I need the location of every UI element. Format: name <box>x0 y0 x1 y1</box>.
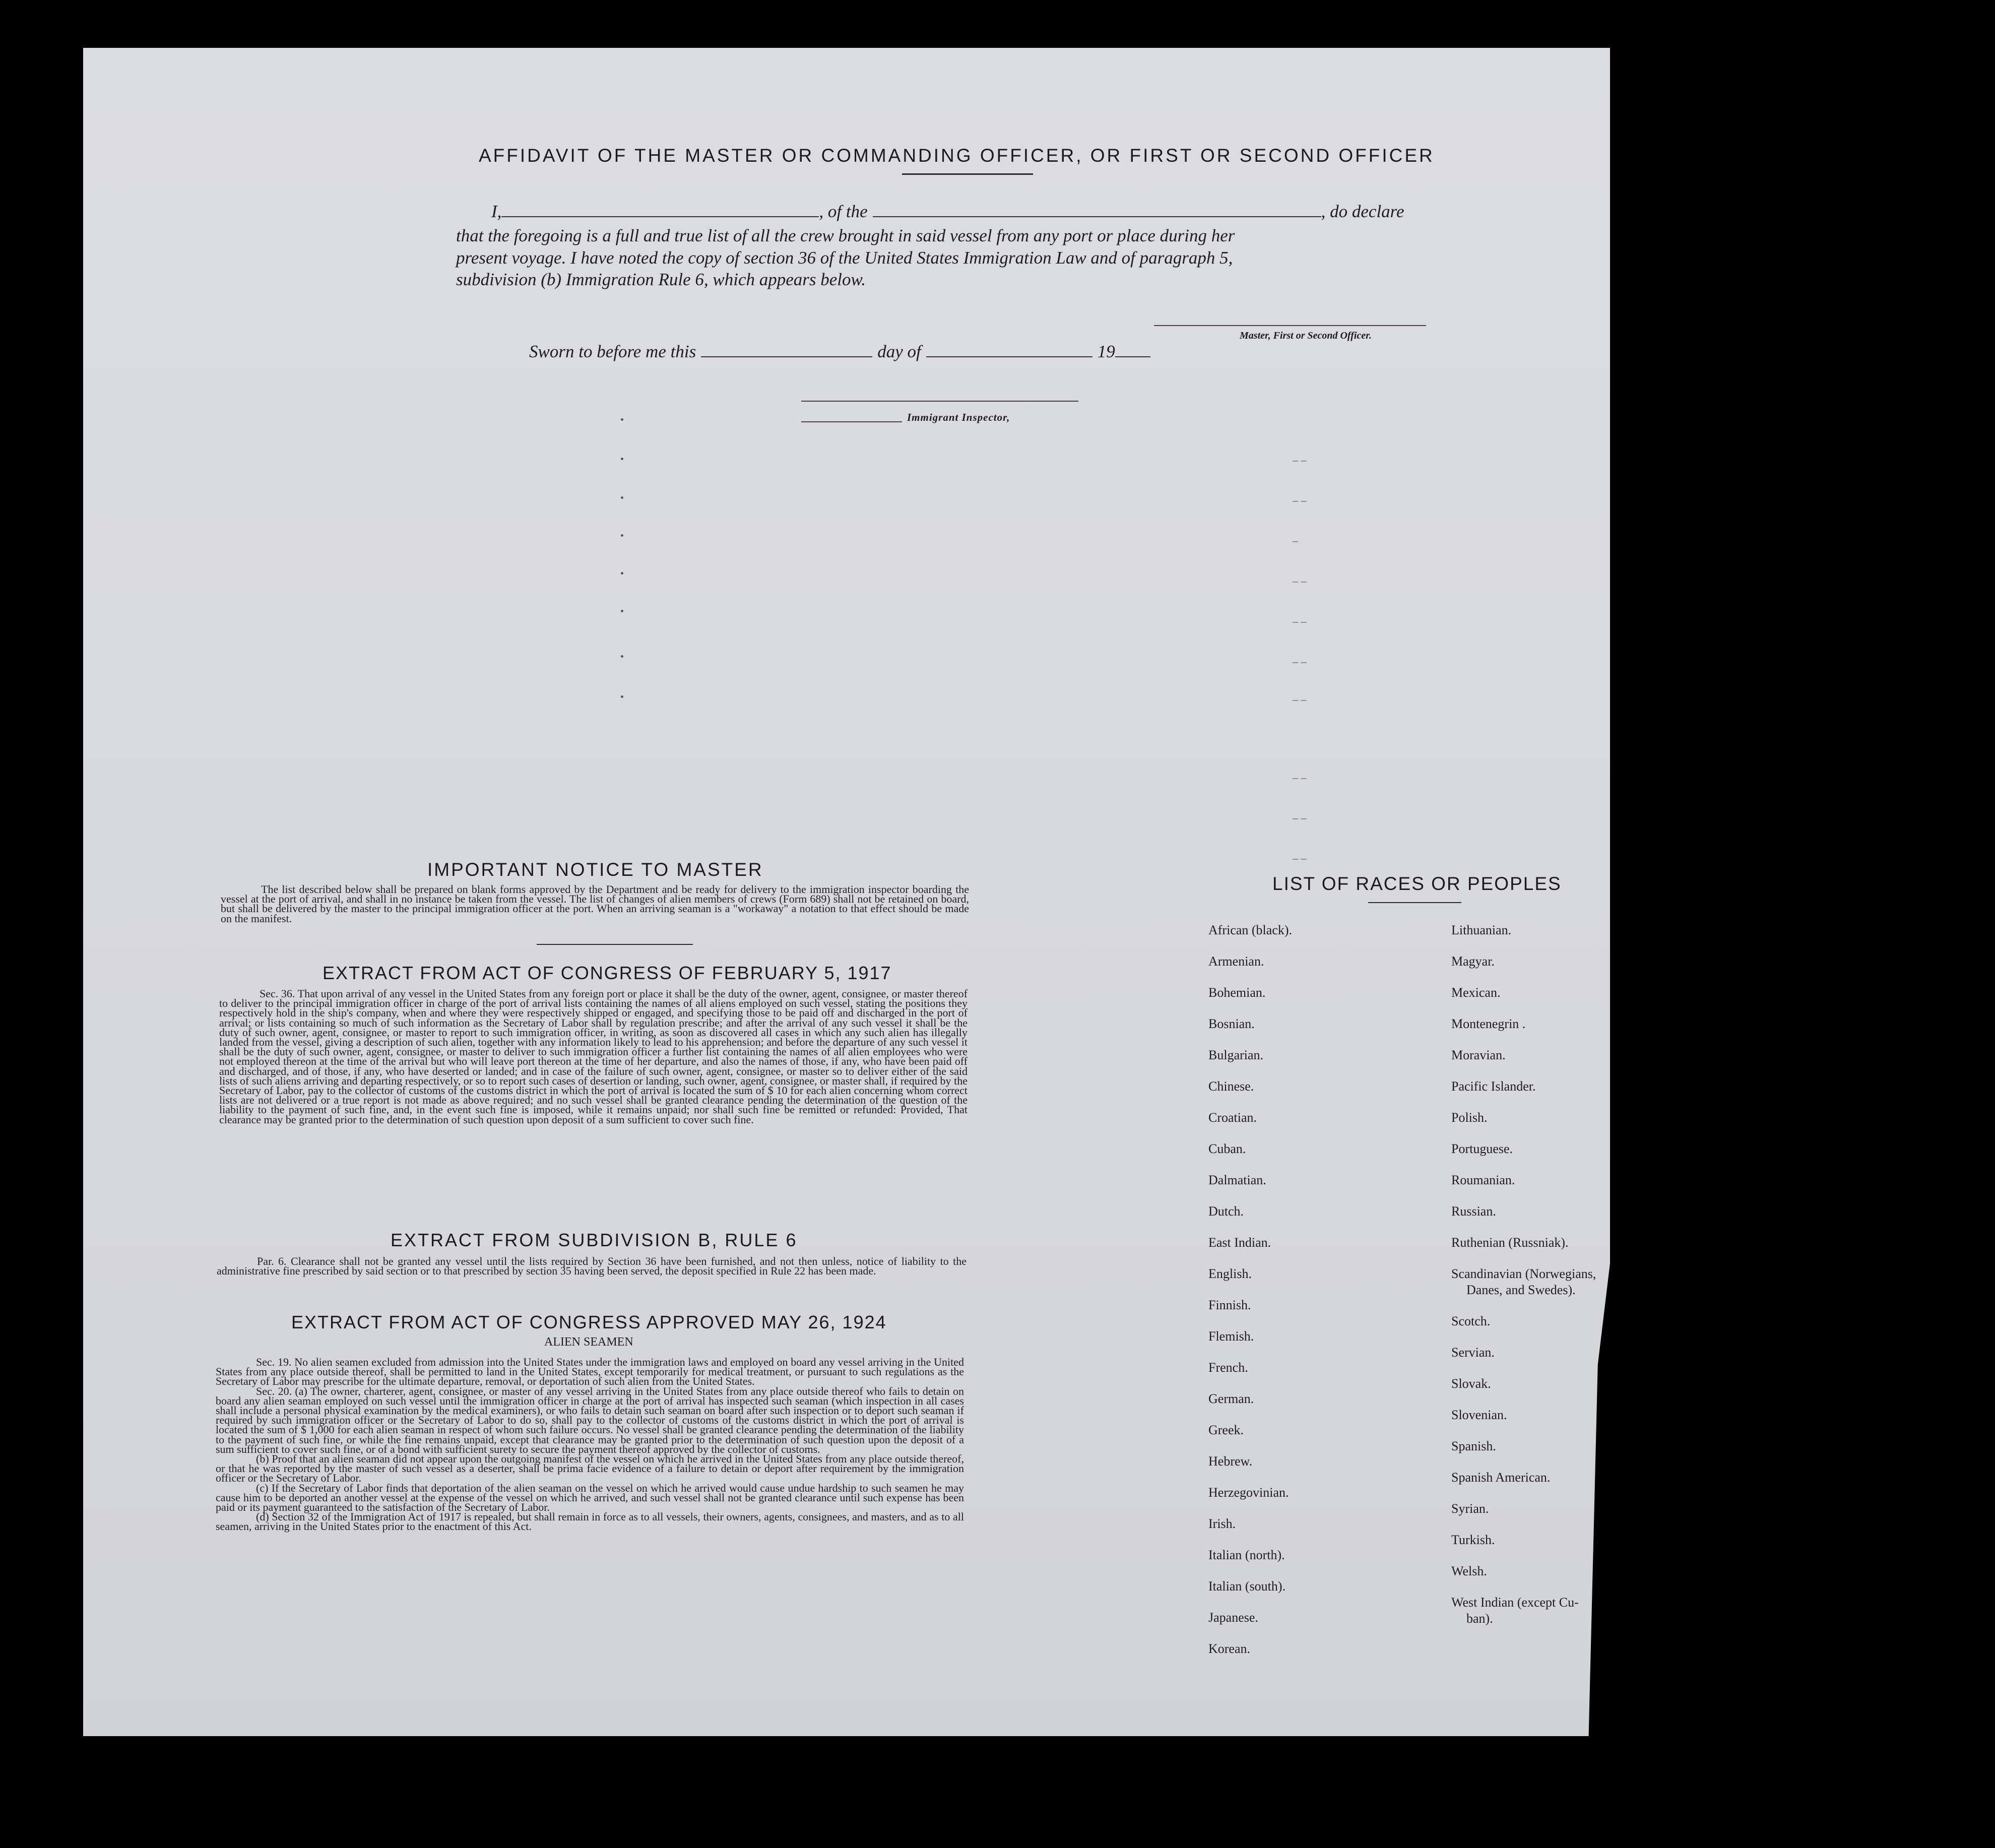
race-item: Armenian. <box>1208 954 1264 969</box>
race-item: Hebrew. <box>1208 1454 1253 1469</box>
punch-hole <box>1893 136 1914 157</box>
race-item: Bosnian. <box>1208 1016 1255 1031</box>
faint-mark: – – <box>1293 494 1307 506</box>
race-item: Mexican. <box>1451 985 1501 1000</box>
race-item: Scandinavian (Norwegians, <box>1451 1266 1596 1281</box>
race-item: Finnish. <box>1208 1298 1251 1312</box>
race-item: Portuguese. <box>1451 1141 1513 1156</box>
faint-mark <box>621 496 623 499</box>
declaration-line-2: that the foregoing is a full and true list of all the crew brought in said vessel from any port or place during her <box>456 226 1235 245</box>
faint-mark <box>621 458 623 460</box>
declaration-line-4: subdivision (b) Immigration Rule 6, which appears below. <box>456 270 866 289</box>
declaration-do-declare: , do declare <box>1321 202 1404 221</box>
title-underline <box>902 173 1033 175</box>
inspector-line-top <box>801 401 1078 402</box>
extract-1924-body <box>216 1357 964 1532</box>
inspector-caption: Immigrant Inspector, <box>907 411 1010 423</box>
faint-mark <box>621 610 623 612</box>
inspector-line <box>801 421 902 422</box>
sec-20c-paragraph: (c) If the Secretary of Labor finds that deportation of the alien seaman on the vessel on which he arrived would cause undue hardship to such seamen he may cause him to be deported an another vessel at the expense of the vessel on which he arrived, and such vessel shall not be granted clearance until such expense has been paid or its payment guaranteed to the satisfaction of the Secretary of Labor. <box>216 1481 964 1514</box>
punch-hole <box>1916 357 1937 378</box>
faint-mark: – – <box>1293 575 1307 587</box>
faint-mark: – – <box>1293 655 1307 668</box>
race-item: Japanese. <box>1208 1610 1258 1625</box>
race-item: Bohemian. <box>1208 985 1266 1000</box>
faint-mark <box>621 572 623 575</box>
race-item: Italian (north). <box>1208 1548 1285 1562</box>
notice-title: IMPORTANT NOTICE TO MASTER <box>427 859 763 880</box>
race-item: East Indian. <box>1208 1235 1271 1250</box>
race-item: Cuban. <box>1208 1141 1246 1156</box>
races-underline <box>1368 902 1461 903</box>
race-item: Slovak. <box>1451 1376 1491 1391</box>
year-blank <box>1115 356 1150 357</box>
faint-mark: – – <box>1293 771 1307 784</box>
race-item: Polish. <box>1451 1110 1488 1125</box>
race-item: Spanish. <box>1451 1439 1496 1453</box>
race-item: French. <box>1208 1360 1248 1375</box>
alien-seamen-subtitle: ALIEN SEAMEN <box>544 1335 633 1349</box>
month-blank <box>926 356 1092 357</box>
faint-mark: – – <box>1293 852 1307 864</box>
faint-mark <box>621 655 623 658</box>
sworn-day-blank <box>701 356 872 357</box>
races-title: LIST OF RACES OR PEOPLES <box>1272 873 1562 894</box>
race-item: Greek. <box>1208 1423 1244 1437</box>
race-item: Syrian. <box>1451 1501 1489 1516</box>
race-item: Scotch. <box>1451 1314 1491 1328</box>
vessel-blank <box>873 216 1321 217</box>
race-item: African (black). <box>1208 923 1293 937</box>
declaration-line-3: present voyage. I have noted the copy of section 36 of the United States Immigration Law and of paragraph 5, <box>456 248 1233 268</box>
faint-mark: – <box>1293 534 1298 547</box>
races-right-column <box>1451 915 1596 1634</box>
master-caption: Master, First or Second Officer. <box>1240 330 1372 341</box>
punch-hole <box>1895 1188 1916 1209</box>
extract-1924-title: EXTRACT FROM ACT OF CONGRESS APPROVED MAY 26, 1924 <box>291 1312 887 1332</box>
race-item: Magyar. <box>1451 954 1495 969</box>
extract-1917-title: EXTRACT FROM ACT OF CONGRESS OF FEBRUARY 5, 1917 <box>323 963 892 983</box>
sec-19-paragraph: Sec. 19. No alien seamen excluded from admission into the United States under the immigration laws and employed on board any vessel arriving in the United States from any place outside thereof, shall be permitted to land in the United States, except temporarily for medical treatment, or pursuant to such regulations as the Secretary of Labor may prescribe for the ultimate departure, removal, or deportation of such alien from the United States. <box>216 1356 964 1388</box>
declaration-line-1 <box>491 202 1404 222</box>
punch-hole <box>1894 190 1915 212</box>
race-item: Servian. <box>1451 1345 1495 1360</box>
race-item: Irish. <box>1208 1516 1236 1531</box>
race-item: Korean. <box>1208 1641 1251 1656</box>
notice-body: The list described below shall be prepared on blank forms approved by the Department and be ready for delivery to the immigration inspector boarding the vessel at the port of arrival, and shall in no instance be taken from the vessel. The list of changes of alien members of crews (Form 689) shall not be retained on board, but shall be delivered by the master to the principal immigration officer at the port. When an arriving seaman is a "workaway" a notation to that effect should be made on the manifest. <box>221 883 969 925</box>
punch-hole <box>1894 1269 1915 1290</box>
race-item: Lithuanian. <box>1451 923 1512 937</box>
race-item: Dalmatian. <box>1208 1173 1266 1187</box>
punch-hole <box>1893 1527 1914 1548</box>
name-blank <box>501 216 819 217</box>
race-item: Dutch. <box>1208 1204 1244 1219</box>
year-prefix: 19 <box>1097 342 1115 361</box>
rule6-body: Par. 6. Clearance shall not be granted any vessel until the lists required by Section 36 have been furnished, and not then unless, notice of liability to the administrative fine prescribed by said section or to that prescribed by section 35 having been served, the deposit specified in Rule 22 has been made. <box>217 1255 967 1278</box>
race-item: German. <box>1208 1391 1254 1406</box>
sec-20a-paragraph: Sec. 20. (a) The owner, charterer, agent, consignee, or master of any vessel arriving in the United States from any place outside thereof who fails to detain on board any alien seaman employed on such vessel until the immigration officer in charge at the port of arrival has inspected such seaman (which inspection in all cases shall include a personal physical examination by the medical examiners), or who fails to detain such seaman on board after such inspection or to deport such seaman if required by such immigration officer or the Secretary of Labor to do so, shall pay to the collector of customs of the customs district in which the port of arrival is located the sum of $ 1,000 for each alien seaman in respect of whom such failure occurs. No vessel shall be granted clearance pending the determination of the liability to the payment of such fine, or while the fine remains unpaid, except that clearance may be granted prior to the determination of such question upon the deposit of a sum sufficient to cover such fine, or of a bond with sufficient surety to secure the payment thereof approved by the collector of customs. <box>216 1384 964 1455</box>
faint-mark <box>621 418 623 421</box>
race-item: Ruthenian (Russniak). <box>1451 1235 1569 1250</box>
rule6-title: EXTRACT FROM SUBDIVISION B, RULE 6 <box>391 1230 798 1250</box>
race-item: Italian (south). <box>1208 1579 1286 1594</box>
race-item: Bulgarian. <box>1208 1048 1264 1062</box>
punch-hole <box>1910 619 1931 640</box>
day-of-text: day of <box>877 342 921 361</box>
races-left-column <box>1208 915 1292 1665</box>
race-item: English. <box>1208 1266 1252 1281</box>
notice-underline <box>537 944 693 945</box>
race-item: Danes, and Swedes). <box>1466 1283 1576 1297</box>
race-item: Herzegovinian. <box>1208 1485 1289 1500</box>
faint-mark: – – <box>1293 454 1307 466</box>
faint-mark: – – <box>1293 811 1307 824</box>
race-item: Slovenian. <box>1451 1408 1507 1422</box>
punch-hole <box>1915 277 1936 298</box>
sworn-text: Sworn to before me this <box>529 342 696 361</box>
race-item: West Indian (except Cu- <box>1451 1595 1579 1610</box>
faint-mark <box>621 695 623 698</box>
race-item: Moravian. <box>1451 1048 1506 1062</box>
master-signature-line <box>1154 325 1426 326</box>
sworn-line <box>529 342 1150 362</box>
faint-mark: – – <box>1293 615 1307 627</box>
faint-mark <box>621 534 623 537</box>
declaration-i: I, <box>491 202 502 221</box>
race-item: Turkish. <box>1451 1533 1495 1547</box>
race-item: ban). <box>1466 1611 1493 1626</box>
punch-hole <box>1910 698 1931 720</box>
sec-20d-paragraph: (d) Section 32 of the Immigration Act of 1917 is repealed, but shall remain in force as to all vessels, their owners, agents, consignees, and masters, and as to all seamen, arriving in the United States prior to the enactment of this Act. <box>216 1510 964 1533</box>
race-item: Pacific Islander. <box>1451 1079 1536 1094</box>
race-item: Spanish American. <box>1451 1470 1551 1485</box>
declaration-of-the: , of the <box>819 202 868 221</box>
extract-1917-body: Sec. 36. That upon arrival of any vessel in the United States from any foreign port or place it shall be the duty of the owner, agent, consignee, or master thereof to deliver to the principal immigration officer in charge of the port of arrival lists containing the names of all aliens employed on such vessel, stating the positions they respectively hold in the ship's company, when and where they were respectively shipped or engaged, and specifying those to be paid off and discharged in the port of arrival; or lists containing so much of such information as the Secretary of Labor shall by regulation prescribe; and after the arrival of any such vessel it shall be the duty of such owner, agent, consignee, or master to report to such immigration officer, in writing, as soon as discovered all cases in which any such alien has illegally landed from the vessel, giving a description of such alien, together with any information likely to lead to his apprehension; and before the departure of any such vessel it shall be the duty of such owner, agent, consignee, or master to deliver to such immigration officer a further list containing the names of all alien employees who were not employed thereon at the time of the arrival but who will leave port thereon at the time of her departure, and also the names of those, if any, who have been paid off and discharged, and of those, if any, who have deserted or landed; and in case of the failure of such owner, agent, consignee, or master so to deliver either of the said lists of such aliens arriving and departing respectively, or so to report such cases of desertion or landing, such owner, agent, consignee, or master shall, if required by the Secretary of Labor, pay to the collector of customs of the customs district in which the port of arrival is located the sum of $ 10 for each alien concerning whom correct lists are not delivered or a true report is not made as above required; and no such vessel shall be granted clearance pending the determination of the question of the liability to the payment of such fine, and, in the event such fine is imposed, while it remains unpaid; nor shall such fine be remitted or refunded: Provided, That clearance may be granted prior to the determination of such question upon deposit of a sum sufficient to cover such fine. <box>219 987 968 1126</box>
faint-mark: – – <box>1293 693 1307 706</box>
race-item: Welsh. <box>1451 1564 1487 1578</box>
race-item: Croatian. <box>1208 1110 1257 1125</box>
punch-hole <box>1895 1605 1916 1626</box>
race-item: Chinese. <box>1208 1079 1254 1094</box>
race-item: Roumanian. <box>1451 1173 1515 1187</box>
race-item: Flemish. <box>1208 1329 1254 1344</box>
sec-20b-paragraph: (b) Proof that an alien seaman did not appear upon the outgoing manifest of the vessel on which he arrived in the United States from any place outside thereof, or that he was reported by the master of such vessel as a deserter, shall be prima facie evidence of a failure to detain or deport after requirement by the immigration officer or the Secretary of Labor. <box>216 1452 964 1485</box>
race-item: Montenegrin . <box>1451 1016 1526 1031</box>
race-item: Russian. <box>1451 1204 1496 1219</box>
affidavit-title: AFFIDAVIT OF THE MASTER OR COMMANDING OFFICER, OR FIRST OR SECOND OFFICER <box>479 145 1435 166</box>
